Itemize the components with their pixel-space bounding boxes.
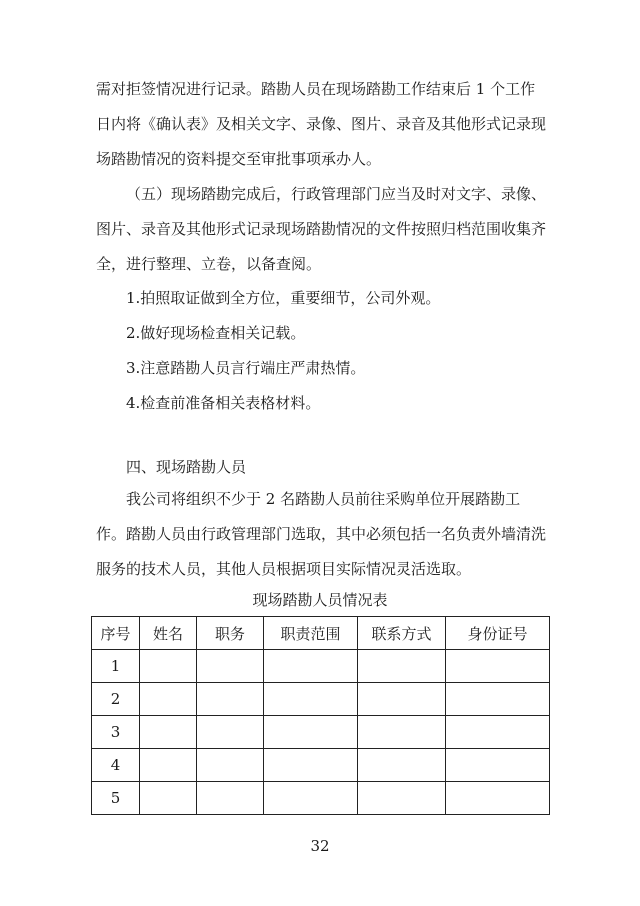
cell-contact [358,716,446,749]
cell-contact [358,650,446,683]
table-row [92,683,550,716]
header-index: 序号 [92,617,140,650]
cell-id-number [446,650,550,683]
cell-responsibility [264,782,358,815]
cell-name [140,716,197,749]
cell-responsibility [264,749,358,782]
header-responsibility: 职责范围 [264,617,358,650]
table-row [92,650,550,683]
staff-table [91,616,550,815]
header-id-number: 身份证号 [446,617,550,650]
cell-position [197,650,264,683]
cell-name [140,650,197,683]
cell-responsibility [264,650,358,683]
paragraph-staff-count: 我公司将组织不少于 2 名踏勘人员前往采购单位开展踏勘工作。 [96,490,521,543]
row-index: 2 [92,683,140,716]
page-number: 32 [310,837,330,855]
row-index: 3 [92,716,140,749]
header-name: 姓名 [140,617,197,650]
cell-name [140,749,197,782]
cell-id-number [446,749,550,782]
list-item: 4.检查前准备相关表格材料。 [126,394,321,412]
table-header-row [92,617,550,650]
cell-position [197,683,264,716]
list-item: 1.拍照取证做到全方位，重要细节，公司外观。 [126,289,441,307]
cell-name [140,683,197,716]
table-row [92,749,550,782]
cell-id-number [446,782,550,815]
cell-responsibility [264,683,358,716]
table-row [92,716,550,749]
paragraph-archiving: （五）现场踏勘完成后，行政管理部门应当及时对文字、录像、图片、录音及其他形式记录现场踏勘情况的文件按照归档范围收集齐全，进行整理、立卷，以备查阅。 [96,185,547,273]
table-row [92,782,550,815]
cell-id-number [446,716,550,749]
cell-responsibility [264,716,358,749]
list-item: 3.注意踏勘人员言行端庄严肃热情。 [126,359,366,377]
paragraph-staff-selection: 踏勘人员由行政管理部门选取，其中必须包括一名负责外墙清洗服务的技术人员，其他人员根据项目实际情况灵活选取。 [96,525,547,578]
row-index: 5 [92,782,140,815]
cell-contact [358,749,446,782]
table-title: 现场踏勘人员情况表 [252,591,388,609]
cell-position [197,782,264,815]
header-position: 职务 [197,617,264,650]
row-index: 4 [92,749,140,782]
cell-contact [358,782,446,815]
row-index: 1 [92,650,140,683]
paragraph-record-submission: 需对拒签情况进行记录。踏勘人员在现场踏勘工作结束后 1 个工作日内将《确认表》及相关文字、录像、图片、录音及其他形式记录现场踏勘情况的资料提交至审批事项承办人。 [96,80,547,168]
cell-contact [358,683,446,716]
cell-id-number [446,683,550,716]
list-item: 2.做好现场检查相关记载。 [126,324,306,342]
cell-position [197,749,264,782]
section-heading: 四、现场踏勘人员 [126,458,247,476]
cell-position [197,716,264,749]
cell-name [140,782,197,815]
header-contact: 联系方式 [358,617,446,650]
